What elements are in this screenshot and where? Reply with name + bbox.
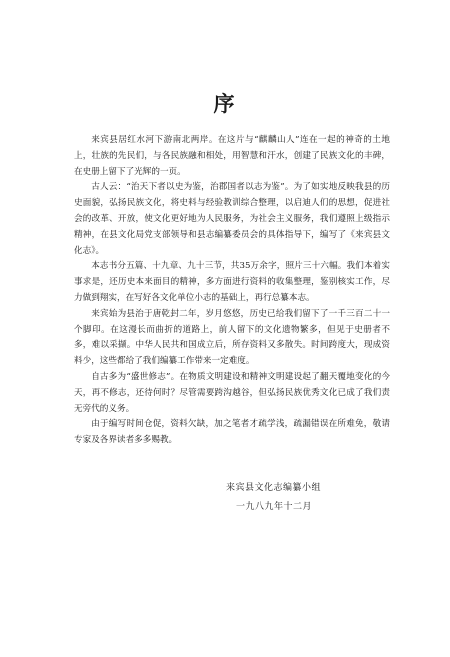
signature-organization: 来宾县文化志编纂小组 [226, 483, 322, 493]
paragraph-2: 古人云：“治天下者以史为鉴，治郡国者以志为鉴”。为了如实地反映我县的历史面貌，弘扬民族文化，将史料与经验教训综合整理，以启迪人们的思想，促进社会的改革、开放，使文化更好地为人民服务，为社会主义服务，我们遵照上级指示精神，在县文化局党支部领导和县志编纂委员会的具体指导下，编写了《来宾县文化志》。 [74, 182, 390, 256]
preface-body [74, 133, 390, 449]
paragraph-6: 由于编写时间仓促，资料欠缺，加之笔者才疏学浅，疏漏错误在所难免，敬请专家及各界读者多多赐教。 [74, 419, 390, 446]
paragraph-3: 本志书分五篇、十九章、九十三节，共35万余字，照片三十六幅。我们本着实事求是，还历史本来面目的精神，多方面进行资料的收集整理，鉴别核实工作，尽力做到翔实，在写好各文化单位小志的基础上，再行总纂本志。 [74, 261, 390, 303]
page-title: 序 [213, 91, 237, 116]
paragraph-1: 来宾县居红水河下游南北两岸。在这片与“麒麟山人”连在一起的神奇的土地上，壮族的先民们，与各民族融和相处，用智慧和汗水，创建了民族文化的丰碑，在史册上留下了光辉的一页。 [74, 135, 390, 177]
paragraph-5: 自古多为“盛世修志”。在物质文明建设和精神文明建设起了翻天覆地变化的今天，再不修志，还待何时？尽管需要跨沟越谷，但弘扬民族优秀文化已成了我们责无旁代的义务。 [74, 371, 390, 414]
paragraph-4: 来宾始为县治于唐乾封二年，岁月悠悠，历史已给我们留下了一千三百二十一个脚印。在这漫长而曲折的道路上，前人留下的文化遗物繁多，但见于史册者不多，难以采撷。中华人民共和国成立后，所存资料又多散失。时间跨度大，现成资料少，这些都给了我们编纂工作带来一定难度。 [74, 308, 390, 367]
signature-date: 一九八九年十二月 [236, 502, 313, 512]
